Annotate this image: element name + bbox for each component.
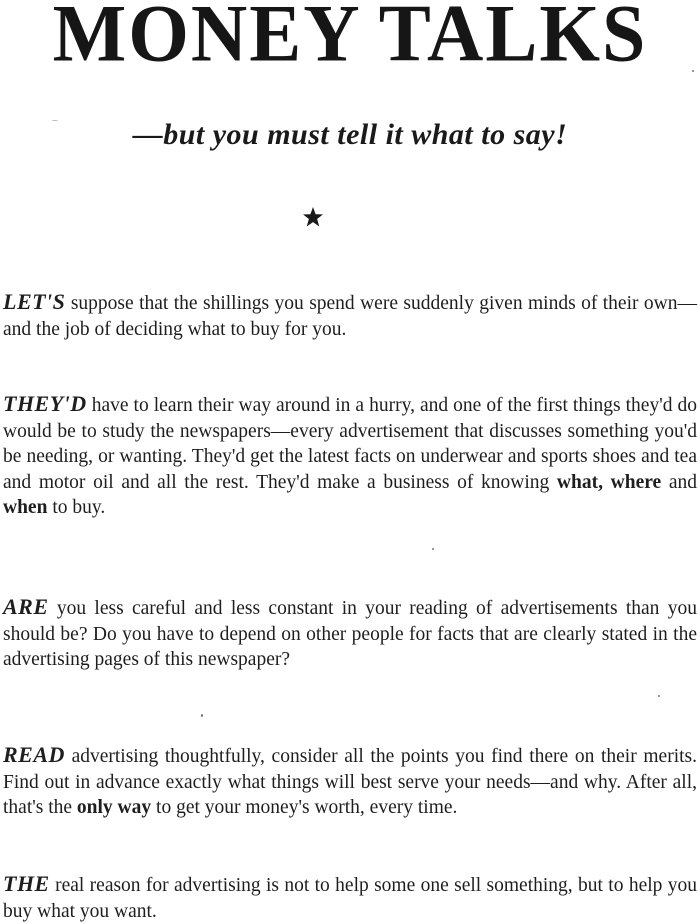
paragraph-lead: THEY'D xyxy=(3,391,87,416)
paragraph-text-join xyxy=(603,472,611,493)
scan-speck xyxy=(201,714,203,717)
paragraph-text: you less careful and less constant in your reading of advertisements than you should be? Do you have to depend on other people for facts that are clearly stated in the advertising pages of this newspaper? xyxy=(3,598,697,670)
paragraph-lead: THE xyxy=(3,871,50,896)
paragraph-text-tail: to get your money's worth, every time. xyxy=(151,797,458,818)
emphasis-where: where xyxy=(610,471,662,493)
scan-speck xyxy=(692,70,694,72)
headline: MONEY TALKS xyxy=(52,0,648,79)
paragraph-the xyxy=(3,871,697,924)
paragraph-lets xyxy=(3,289,697,342)
paragraph-text-tail: to buy. xyxy=(47,497,106,518)
paragraph-text: advertising thoughtfully, consider all the points you find there on their merits. Find out in advance exactly what things will best serve your needs—and why. After all, that's the xyxy=(3,746,697,818)
scan-speck xyxy=(52,120,58,121)
paragraph-theyd xyxy=(3,391,697,521)
paragraph-text: suppose that the shillings you spend were suddenly given minds of their own—and the job of deciding what to buy for you. xyxy=(3,293,697,340)
paragraph-lead: READ xyxy=(3,742,65,767)
paragraph-lead: LET'S xyxy=(3,289,66,314)
paragraph-lead: ARE xyxy=(3,594,49,619)
paragraph-are xyxy=(3,594,697,673)
emphasis-when: when xyxy=(3,497,48,518)
paragraph-read xyxy=(3,742,697,821)
paragraph-text-join: and xyxy=(661,471,698,493)
scan-speck xyxy=(432,548,434,550)
paragraph-text: real reason for advertising is not to help some one sell something, but to help you buy what you want. xyxy=(3,875,697,922)
subheadline: —but you must tell it what to say! xyxy=(132,118,568,151)
emphasis-what: what, xyxy=(556,471,603,493)
star-icon xyxy=(302,206,324,228)
scan-speck xyxy=(658,695,660,697)
paragraph-text: have to learn their way around in a hurry, and one of the first things they'd do would be to study the newspapers—every advertisement that discusses something you'd be needing, or wanting. They'd get the latest facts on underwear and sports shoes and tea and motor oil and all the rest. They'd make a business of knowing xyxy=(3,395,697,493)
emphasis-only-way: only way xyxy=(76,797,152,818)
